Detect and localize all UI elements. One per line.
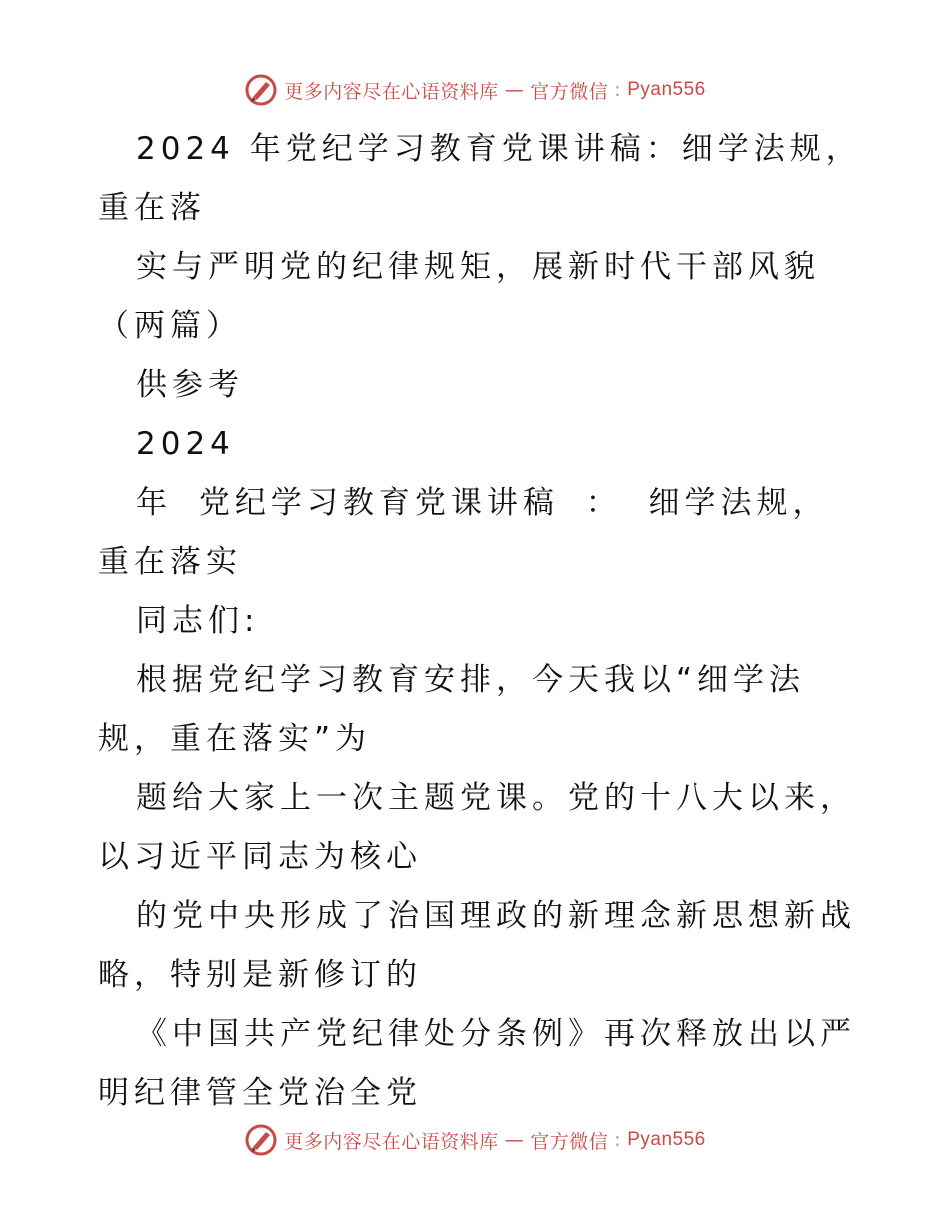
title-line-2: 实与严明党的纪律规矩，展新时代干部风貌（两篇）	[98, 249, 820, 344]
banner-text: 更多内容尽在心语资料库	[284, 80, 499, 103]
body-line-1: 根据党纪学习教育安排，今天我以“细学法规，重在落实”为	[98, 662, 806, 757]
footer-watermark-banner	[0, 1120, 950, 1160]
body-line-2: 题给大家上一次主题党课。党的十八大以来，以习近平同志为核心	[98, 780, 856, 875]
banner-separator: :	[614, 79, 622, 101]
pen-logo-icon	[244, 1123, 278, 1157]
body-line-3: 的党中央形成了治国理政的新理念新思想新战略，特别是新修订的	[98, 898, 856, 993]
banner-label: 官方微信	[530, 1130, 609, 1153]
banner-label: 官方微信	[530, 80, 609, 103]
year-line: 2024	[136, 426, 235, 462]
pen-logo-icon	[244, 73, 278, 107]
banner-text: 更多内容尽在心语资料库	[284, 1130, 499, 1153]
title-line-1: 2024 年党纪学习教育党课讲稿：细学法规，重在落	[98, 131, 862, 226]
salutation: 同志们:	[136, 603, 260, 639]
banner-account: Pyan556	[627, 79, 706, 100]
header-watermark-banner	[0, 70, 950, 110]
banner-dash: —	[504, 1129, 525, 1151]
body-line-4: 《中国共产党纪律处分条例》再次释放出以严明纪律管全党治全党	[98, 1016, 856, 1111]
banner-account: Pyan556	[627, 1129, 706, 1150]
reference-note: 供参考	[136, 367, 244, 403]
document-body	[0, 120, 950, 1123]
banner-separator: :	[614, 1129, 622, 1151]
subtitle-line: 年 党纪学习教育党课讲稿 ： 细学法规，重在落实	[98, 485, 829, 580]
banner-dash: —	[504, 79, 525, 101]
